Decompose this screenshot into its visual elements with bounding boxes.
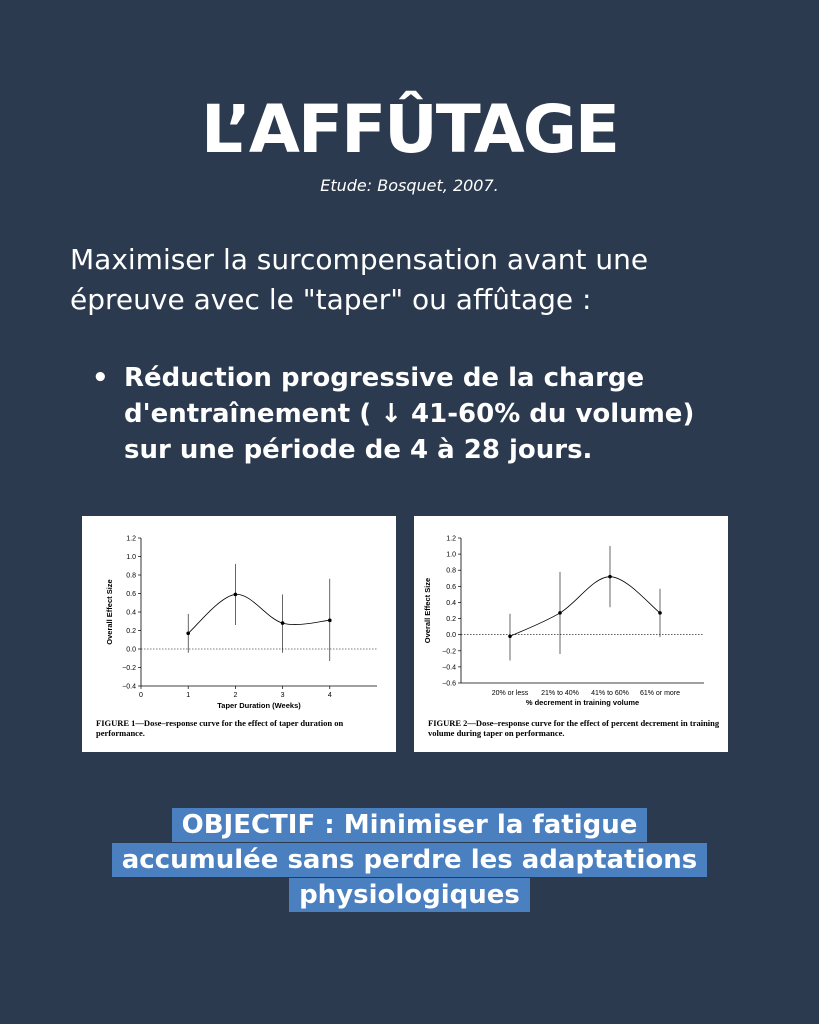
figure-1-caption <box>96 718 388 738</box>
chart-2-data-point <box>658 611 662 615</box>
chart-2-series-line <box>510 577 660 637</box>
chart-1-y-tick-label: 0.6 <box>126 591 136 598</box>
chart-1-series-line <box>188 594 330 633</box>
figure-1-taper-duration <box>82 516 396 752</box>
chart-2-y-tick-label: 0.4 <box>446 599 456 607</box>
chart-2-category-label: 41% to 60% <box>591 690 629 697</box>
chart-2-category-label: 61% or more <box>639 690 681 697</box>
objectif-line-3: physiologiques <box>289 878 530 912</box>
study-reference: Etude: Bosquet, 2007. <box>320 176 499 195</box>
bullet-line-1: Réduction progressive de la charge <box>124 363 645 393</box>
bullet-text <box>124 360 694 468</box>
chart-1-data-point <box>234 593 238 597</box>
intro-line-2: épreuve avec le "taper" ou affûtage : <box>70 283 592 316</box>
chart-2-x-axis-label: % decrement in training volume <box>525 698 640 707</box>
chart-1-x-axis-label: Taper Duration (Weeks) <box>217 701 301 710</box>
chart-2-y-tick-label: −0.2 <box>442 648 456 656</box>
chart-2-y-axis-label: Overall Effect Size <box>423 577 432 644</box>
chart-2-data-point <box>508 634 512 638</box>
chart-1-data-point <box>328 619 332 623</box>
bullet-line-2: d'entraînement ( ↓ 41-60% du volume) <box>124 399 695 429</box>
chart-2-y-tick-label: 0.8 <box>446 567 456 575</box>
figure-2-volume-decrement <box>414 516 728 752</box>
chart-1-x-tick-label: 3 <box>280 692 285 699</box>
chart-2-y-tick-label: 0.6 <box>446 583 456 591</box>
chart-1-y-tick-label: −0.4 <box>122 683 136 691</box>
chart-1-y-tick-label: 0.2 <box>126 628 136 635</box>
objectif-line-2: accumulée sans perdre les adaptations <box>112 843 708 877</box>
figure-2-caption-bold: FIGURE 2—Dose–response curve for the effect of percent decrement in training volume during taper on performance. <box>428 718 720 738</box>
chart-2 <box>414 516 728 716</box>
intro-line-1: Maximiser la surcompensation avant une <box>70 243 649 276</box>
bullet-line-3: sur une période de 4 à 28 jours. <box>124 435 593 465</box>
chart-1-y-axis-label: Overall Effect Size <box>105 579 114 645</box>
chart-1-y-tick-label: 0.0 <box>126 646 136 654</box>
figure-1-caption-bold: FIGURE 1—Dose–response curve for the effect of taper duration on performance. <box>96 718 344 738</box>
bullet-list <box>92 360 752 468</box>
chart-2-category-label: 20% or less <box>491 690 529 697</box>
chart-2-y-tick-label: 0.2 <box>446 616 456 624</box>
chart-1-y-tick-label: −0.2 <box>122 665 136 672</box>
chart-1-x-tick-label: 2 <box>233 692 238 699</box>
chart-2-y-tick-label: −0.6 <box>442 680 456 688</box>
chart-1-x-tick-label: 4 <box>327 692 332 699</box>
page-title: L’AFFÛTAGE <box>200 91 619 168</box>
chart-1-data-point <box>281 621 285 625</box>
chart-2-category-label: 21% to 40% <box>541 690 579 697</box>
chart-1-x-tick-label: 1 <box>186 692 191 699</box>
chart-1-data-point <box>186 631 190 635</box>
objectif-box <box>0 808 819 913</box>
chart-1-y-tick-label: 0.4 <box>126 609 136 617</box>
objectif-line-1: OBJECTIF : Minimiser la fatigue <box>172 808 648 842</box>
chart-1-x-tick-label: 0 <box>139 692 143 699</box>
chart-2-y-tick-label: 1.2 <box>446 535 456 543</box>
figure-2-caption <box>428 718 720 738</box>
chart-1 <box>82 516 396 716</box>
chart-2-y-tick-label: −0.4 <box>442 664 456 672</box>
bullet-item <box>92 360 752 468</box>
chart-2-y-tick-label: 1.0 <box>446 551 456 559</box>
chart-1-y-tick-label: 0.8 <box>126 572 136 580</box>
intro-text <box>70 240 770 320</box>
chart-2-data-point <box>608 575 612 579</box>
chart-1-y-tick-label: 1.2 <box>126 535 136 543</box>
chart-2-y-tick-label: 0.0 <box>446 632 456 640</box>
chart-1-y-tick-label: 1.0 <box>126 554 136 561</box>
chart-2-data-point <box>558 611 562 615</box>
bullet-dot-icon: • <box>92 363 109 393</box>
